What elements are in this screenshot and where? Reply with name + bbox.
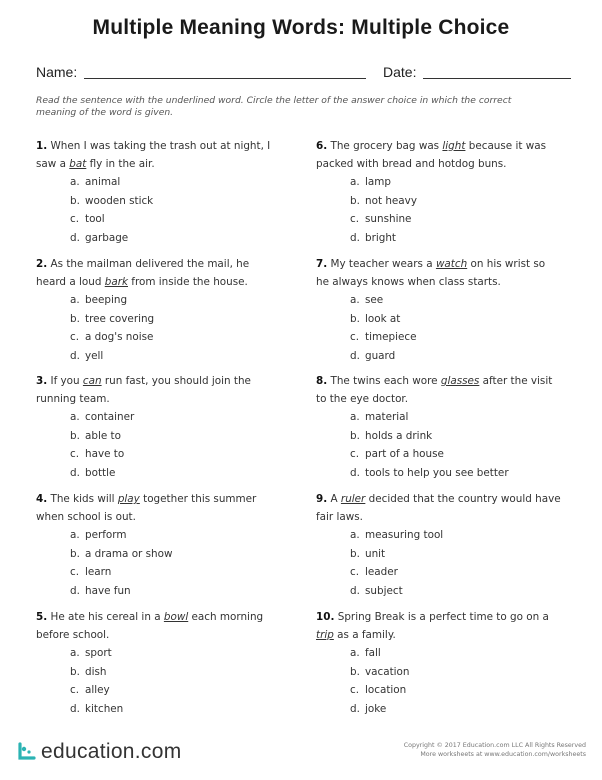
question-text-before: Spring Break is a perfect time to go on a [337, 611, 549, 623]
question-text-after: fly in the air. [86, 157, 155, 170]
question-stem [316, 609, 561, 644]
answer-choice[interactable] [316, 192, 561, 211]
choice-letter: b. [70, 194, 80, 207]
choice-text: look at [365, 312, 401, 325]
question-number: 9. [316, 493, 328, 505]
choice-letter: c. [70, 684, 80, 696]
choice-letter: a. [70, 176, 80, 188]
answer-choice[interactable] [316, 229, 561, 248]
question-stem [36, 491, 281, 526]
question-text-before: He ate his cereal in a [50, 611, 164, 623]
choice-letter: a. [70, 411, 80, 423]
answer-choice[interactable] [36, 545, 281, 564]
choice-letter: b. [350, 194, 360, 207]
answer-choice[interactable] [36, 700, 281, 719]
question-text-after: on his wrist so he always knows when class starts. [316, 258, 546, 288]
education-logo [16, 737, 181, 767]
choice-letter: c. [70, 331, 80, 343]
underlined-word: watch [435, 258, 468, 270]
underlined-word: light [442, 140, 466, 152]
copyright-notice [376, 741, 586, 759]
choice-letter: b. [350, 547, 360, 560]
choice-text: tool [85, 213, 105, 225]
choice-letter: d. [70, 349, 80, 362]
answer-choice[interactable] [36, 644, 281, 663]
answer-choice[interactable] [36, 173, 281, 192]
question-number: 6. [316, 140, 328, 152]
question-text-before: A [330, 493, 341, 505]
question-stem [36, 256, 281, 291]
answer-choice[interactable] [316, 582, 561, 601]
choice-text: part of a house [365, 448, 444, 460]
choice-text: see [365, 294, 384, 306]
choice-letter: a. [350, 411, 360, 423]
question-text-before: If you [50, 375, 83, 387]
choice-text: have to [85, 448, 125, 460]
choice-text: have fun [85, 584, 131, 597]
question-text-after: each morning before school. [36, 611, 264, 641]
choice-letter: b. [350, 312, 360, 325]
choice-text: a drama or show [85, 547, 173, 560]
choice-text: timepiece [365, 331, 417, 343]
answer-choice[interactable] [316, 173, 561, 192]
question-4 [36, 491, 281, 600]
question-text-after: decided that the country would have fair laws. [316, 493, 561, 523]
answer-choice[interactable] [316, 210, 561, 229]
choice-text: tree covering [85, 312, 155, 325]
choice-text: kitchen [85, 702, 124, 715]
choice-letter: c. [70, 213, 80, 225]
choice-letter: d. [350, 466, 360, 479]
question-text-after: after the visit to the eye doctor. [316, 375, 553, 405]
answer-choice[interactable] [36, 229, 281, 248]
answer-choice[interactable] [316, 427, 561, 446]
choice-letter: c. [350, 448, 360, 460]
question-7 [316, 256, 561, 365]
choice-letter: c. [350, 566, 360, 578]
question-8 [316, 373, 561, 482]
choice-text: location [365, 684, 407, 696]
choice-text: able to [85, 429, 121, 442]
choice-letter: b. [70, 665, 80, 678]
underlined-word: trip [316, 628, 334, 641]
date-label: Date: [383, 64, 417, 80]
underlined-word: can [82, 375, 102, 387]
question-text-after: from inside the house. [128, 275, 248, 288]
question-text-before: As the mailman delivered the mail, he heard a loud [36, 258, 250, 288]
choice-text: fall [365, 647, 381, 659]
question-5 [36, 609, 281, 718]
question-1 [36, 138, 281, 247]
question-9 [316, 491, 561, 600]
answer-choice[interactable] [316, 445, 561, 464]
answer-choice[interactable] [36, 464, 281, 483]
answer-choice[interactable] [316, 310, 561, 329]
page-title: Multiple Meaning Words: Multiple Choice [92, 16, 510, 39]
question-text-after: because it was packed with bread and hotdog buns. [316, 140, 547, 170]
question-stem [36, 138, 281, 173]
choice-text: perform [85, 529, 127, 541]
choice-letter: c. [350, 331, 360, 343]
answer-choice[interactable] [36, 210, 281, 229]
answer-choice[interactable] [36, 347, 281, 366]
choice-letter: a. [350, 176, 360, 188]
underlined-word: bat [69, 157, 87, 170]
answer-choice[interactable] [316, 644, 561, 663]
choice-text: subject [365, 584, 403, 597]
choice-text: vacation [365, 665, 410, 678]
choice-letter: c. [350, 684, 360, 696]
choice-text: sport [85, 647, 112, 659]
date-field[interactable] [383, 64, 573, 80]
choice-letter: a. [70, 647, 80, 659]
answer-choice[interactable] [36, 310, 281, 329]
question-stem [316, 138, 561, 173]
choice-text: beeping [85, 294, 128, 306]
question-3 [36, 373, 281, 482]
answer-choice[interactable] [36, 192, 281, 211]
answer-choice[interactable] [316, 408, 561, 427]
choice-letter: d. [70, 231, 80, 244]
instructions: Read the sentence with the underlined word. Circle the letter of the answer choice in which the correct meaning of the word is given. [36, 95, 512, 118]
choice-text: tools to help you see better [365, 466, 509, 479]
choice-letter: b. [350, 665, 360, 678]
choice-text: lamp [365, 176, 391, 188]
question-number: 2. [36, 258, 48, 270]
question-number: 4. [36, 493, 48, 505]
copyright-line-2: More worksheets at www.education.com/worksheets [420, 751, 586, 758]
answer-choice[interactable] [316, 291, 561, 310]
name-label: Name: [36, 64, 78, 80]
question-stem [316, 373, 561, 408]
underlined-word: glasses [440, 375, 480, 387]
answer-choice[interactable] [316, 663, 561, 682]
answer-choice[interactable] [316, 545, 561, 564]
answer-choice[interactable] [36, 526, 281, 545]
choice-text: dish [85, 665, 107, 678]
question-text-before: My teacher wears a [330, 258, 436, 270]
choice-letter: c. [350, 213, 360, 225]
choice-text: bottle [85, 466, 116, 479]
answer-choice[interactable] [316, 681, 561, 700]
choice-letter: a. [350, 529, 360, 541]
choice-text: container [85, 411, 135, 423]
answer-choice[interactable] [316, 700, 561, 719]
question-text-before: The kids will [50, 493, 118, 505]
choice-letter: d. [70, 466, 80, 479]
question-10 [316, 609, 561, 718]
choice-letter: b. [70, 312, 80, 325]
answer-choice[interactable] [316, 526, 561, 545]
choice-text: measuring tool [365, 529, 444, 541]
question-number: 5. [36, 611, 48, 623]
date-line [423, 78, 571, 79]
choice-letter: d. [70, 584, 80, 597]
question-2 [36, 256, 281, 365]
answer-choice[interactable] [36, 328, 281, 347]
answer-choice[interactable] [36, 663, 281, 682]
choice-text: leader [365, 566, 398, 578]
question-number: 1. [36, 140, 48, 152]
choice-text: learn [85, 566, 112, 578]
choice-text: bright [365, 231, 397, 244]
choice-letter: a. [70, 294, 80, 306]
answer-choice[interactable] [316, 464, 561, 483]
question-text-before: The grocery bag was [330, 140, 443, 152]
choice-letter: d. [70, 702, 80, 715]
education-logo-icon [16, 741, 38, 763]
question-text-before: The twins each wore [330, 375, 441, 387]
name-line [84, 78, 366, 79]
answer-choice[interactable] [316, 347, 561, 366]
choice-text: alley [85, 684, 110, 696]
question-text-before: When I was taking the trash out at night, I saw a [36, 140, 271, 170]
underlined-word: bowl [163, 611, 189, 623]
question-text-after: as a family. [333, 628, 396, 641]
choice-letter: b. [70, 429, 80, 442]
choice-text: sunshine [365, 213, 412, 225]
copyright-line-1: Copyright © 2017 Education.com LLC All Rights Reserved [403, 742, 586, 749]
choice-text: wooden stick [85, 194, 154, 207]
choice-letter: d. [350, 584, 360, 597]
question-stem [36, 373, 281, 408]
question-number: 7. [316, 258, 328, 270]
choice-text: animal [85, 176, 121, 188]
choice-letter: a. [350, 294, 360, 306]
choice-text: a dog's noise [85, 331, 154, 343]
question-stem [316, 491, 561, 526]
choice-text: holds a drink [365, 429, 433, 442]
choice-text: unit [365, 547, 386, 560]
answer-choice[interactable] [316, 563, 561, 582]
answer-choice[interactable] [36, 681, 281, 700]
question-number: 8. [316, 375, 328, 387]
choice-letter: d. [350, 231, 360, 244]
question-number: 3. [36, 375, 48, 387]
choice-letter: d. [350, 349, 360, 362]
question-text-after: together this summer when school is out. [36, 493, 257, 523]
answer-choice[interactable] [36, 563, 281, 582]
name-field[interactable] [36, 64, 366, 80]
question-stem [36, 609, 281, 644]
underlined-word: ruler [340, 493, 366, 505]
choice-text: not heavy [365, 194, 417, 207]
answer-choice[interactable] [36, 445, 281, 464]
choice-letter: d. [350, 702, 360, 715]
choice-letter: a. [350, 647, 360, 659]
choice-text: garbage [85, 231, 129, 244]
answer-choice[interactable] [36, 582, 281, 601]
choice-letter: a. [70, 529, 80, 541]
question-number: 10. [316, 611, 335, 623]
answer-choice[interactable] [36, 427, 281, 446]
education-logo-text: education.com [41, 740, 182, 763]
answer-choice[interactable] [36, 291, 281, 310]
question-6 [316, 138, 561, 247]
choice-letter: c. [70, 566, 80, 578]
choice-letter: b. [350, 429, 360, 442]
choice-letter: c. [70, 448, 80, 460]
question-text-after: run fast, you should join the running team. [36, 375, 251, 405]
answer-choice[interactable] [316, 328, 561, 347]
choice-text: guard [365, 349, 396, 362]
answer-choice[interactable] [36, 408, 281, 427]
choice-text: yell [85, 349, 104, 362]
choice-text: joke [365, 702, 387, 715]
question-stem [316, 256, 561, 291]
choice-letter: b. [70, 547, 80, 560]
underlined-word: bark [104, 275, 128, 288]
choice-text: material [365, 411, 409, 423]
underlined-word: play [117, 493, 140, 505]
